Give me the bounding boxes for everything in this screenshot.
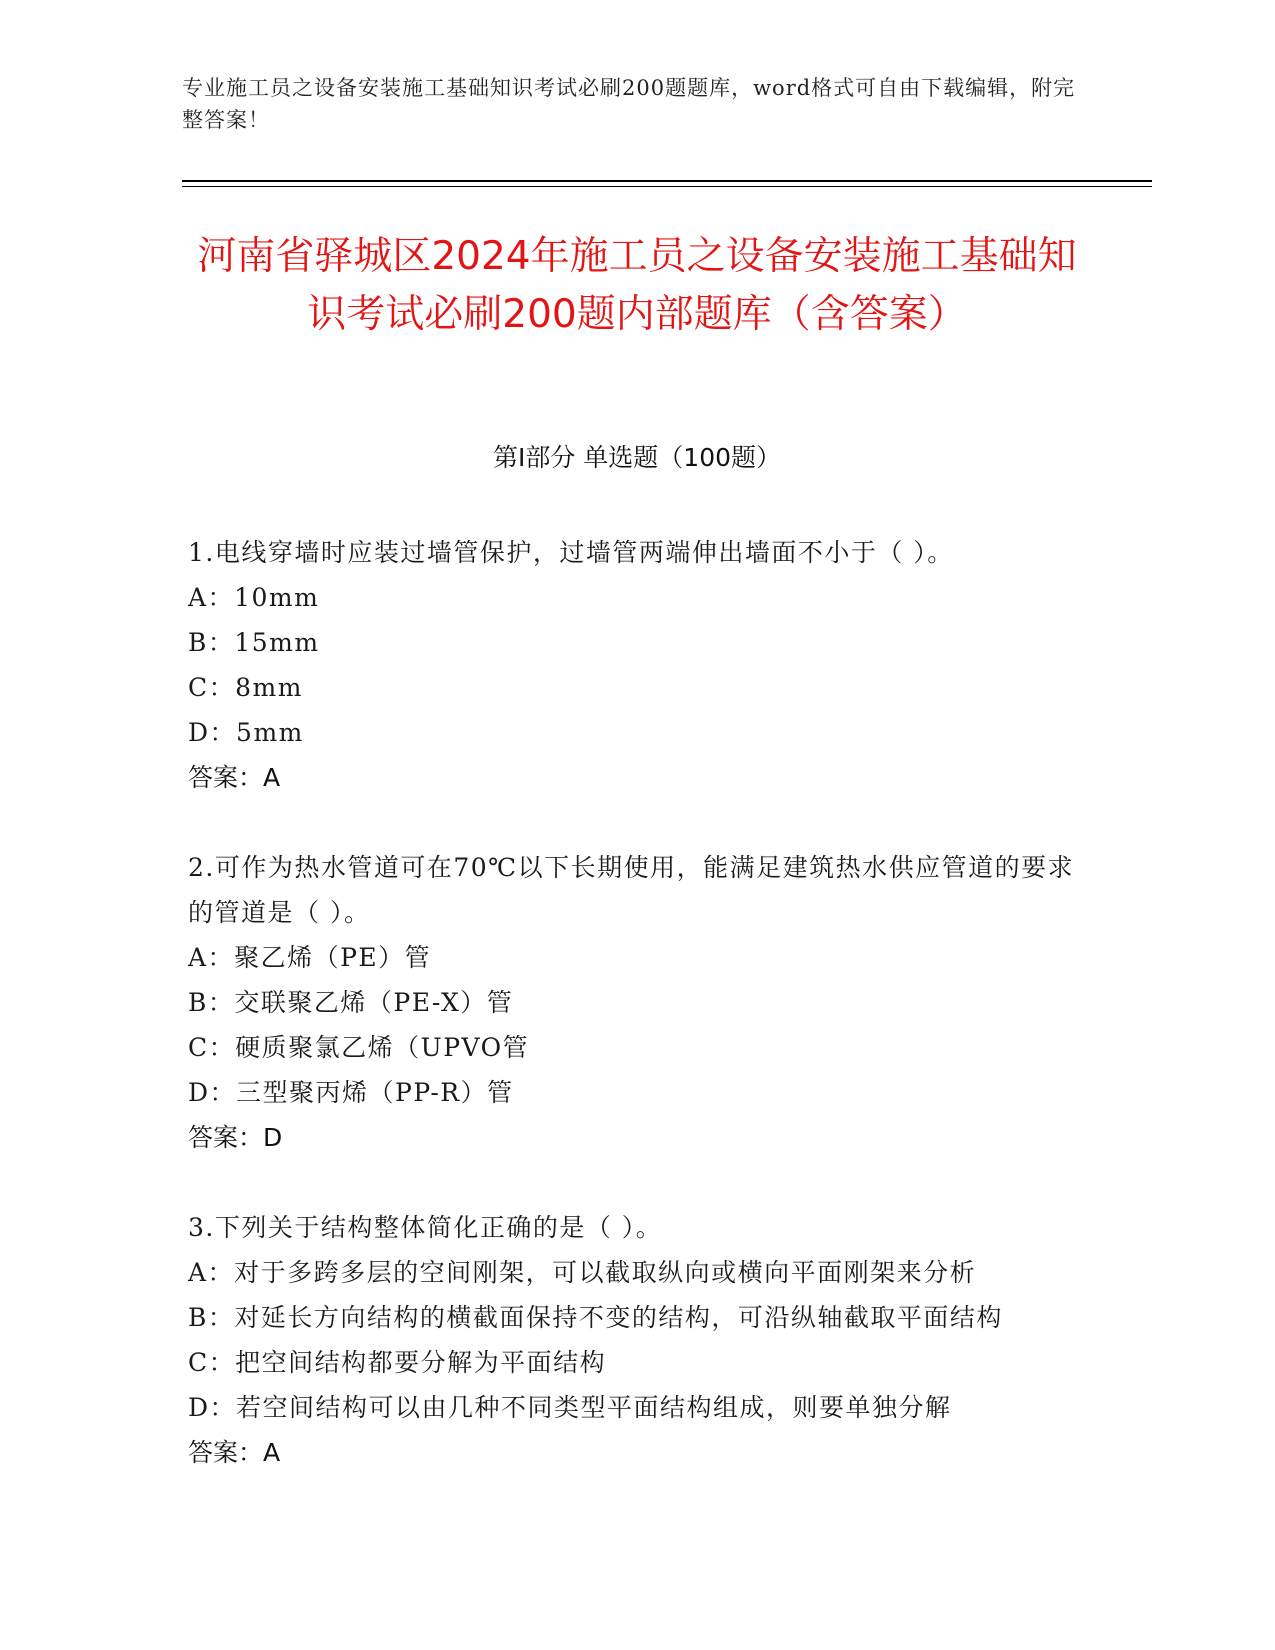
option-text: 三型聚丙烯（PP-R）管: [236, 1078, 514, 1107]
option-d: [188, 1070, 1088, 1115]
document-title: 河南省驿城区2024年施工员之设备安装施工基础知识考试必刷200题内部题库（含答案）: [197, 234, 1077, 337]
option-key: B：: [188, 988, 235, 1017]
option-b: [188, 620, 1088, 665]
option-key: C：: [188, 673, 236, 702]
option-c: [188, 1025, 1088, 1070]
option-a: [188, 575, 1088, 620]
option-key: A：: [188, 583, 235, 612]
option-text: 8mm: [235, 673, 303, 702]
option-text: 硬质聚氯乙烯（UPVO管: [235, 1033, 530, 1062]
question-3: [188, 1205, 1088, 1476]
option-key: C：: [188, 1348, 236, 1377]
option-text: 5mm: [236, 718, 304, 747]
question-text: 3.下列关于结构整体简化正确的是（ ）。: [188, 1213, 663, 1242]
question-text: 2.可作为热水管道可在70℃以下长期使用，能满足建筑热水供应管道的要求的管道是（ ）。: [188, 853, 1075, 927]
header-note: 专业施工员之设备安装施工基础知识考试必刷200题题库，word格式可自由下载编辑，附完整答案！: [182, 76, 1076, 132]
question-list: [188, 530, 1088, 1520]
section-heading: 第Ⅰ部分 单选题（100题）: [492, 443, 782, 472]
option-c: [188, 665, 1088, 710]
option-text: 交联聚乙烯（PE-X）管: [234, 988, 514, 1017]
option-b: [188, 980, 1088, 1025]
question-2: [188, 845, 1088, 1161]
option-text: 10mm: [234, 583, 320, 612]
answer: 答案：D: [188, 1123, 283, 1152]
option-key: D：: [188, 718, 237, 747]
option-a: [188, 935, 1088, 980]
header-rule-thin: [182, 186, 1152, 187]
header-rule-thick: [182, 180, 1152, 182]
option-a: [188, 1250, 1088, 1295]
option-text: 把空间结构都要分解为平面结构: [235, 1348, 607, 1377]
option-d: [188, 1385, 1088, 1430]
option-text: 若空间结构可以由几种不同类型平面结构组成，则要单独分解: [236, 1393, 952, 1422]
option-key: A：: [188, 1258, 235, 1287]
option-text: 对延长方向结构的横截面保持不变的结构，可沿纵轴截取平面结构: [234, 1303, 1003, 1332]
answer: 答案：A: [188, 1438, 281, 1467]
option-key: D：: [188, 1078, 237, 1107]
option-key: B：: [188, 628, 235, 657]
option-text: 对于多跨多层的空间刚架，可以截取纵向或横向平面刚架来分析: [234, 1258, 977, 1287]
option-text: 15mm: [234, 628, 320, 657]
option-d: [188, 710, 1088, 755]
option-key: B：: [188, 1303, 235, 1332]
option-key: D：: [188, 1393, 237, 1422]
answer: 答案：A: [188, 763, 281, 792]
option-key: A：: [188, 943, 235, 972]
question-text: 1.电线穿墙时应装过墙管保护，过墙管两端伸出墙面不小于（ ）。: [188, 538, 954, 567]
option-b: [188, 1295, 1088, 1340]
option-c: [188, 1340, 1088, 1385]
option-key: C：: [188, 1033, 236, 1062]
option-text: 聚乙烯（PE）管: [234, 943, 432, 972]
question-1: [188, 530, 1088, 801]
